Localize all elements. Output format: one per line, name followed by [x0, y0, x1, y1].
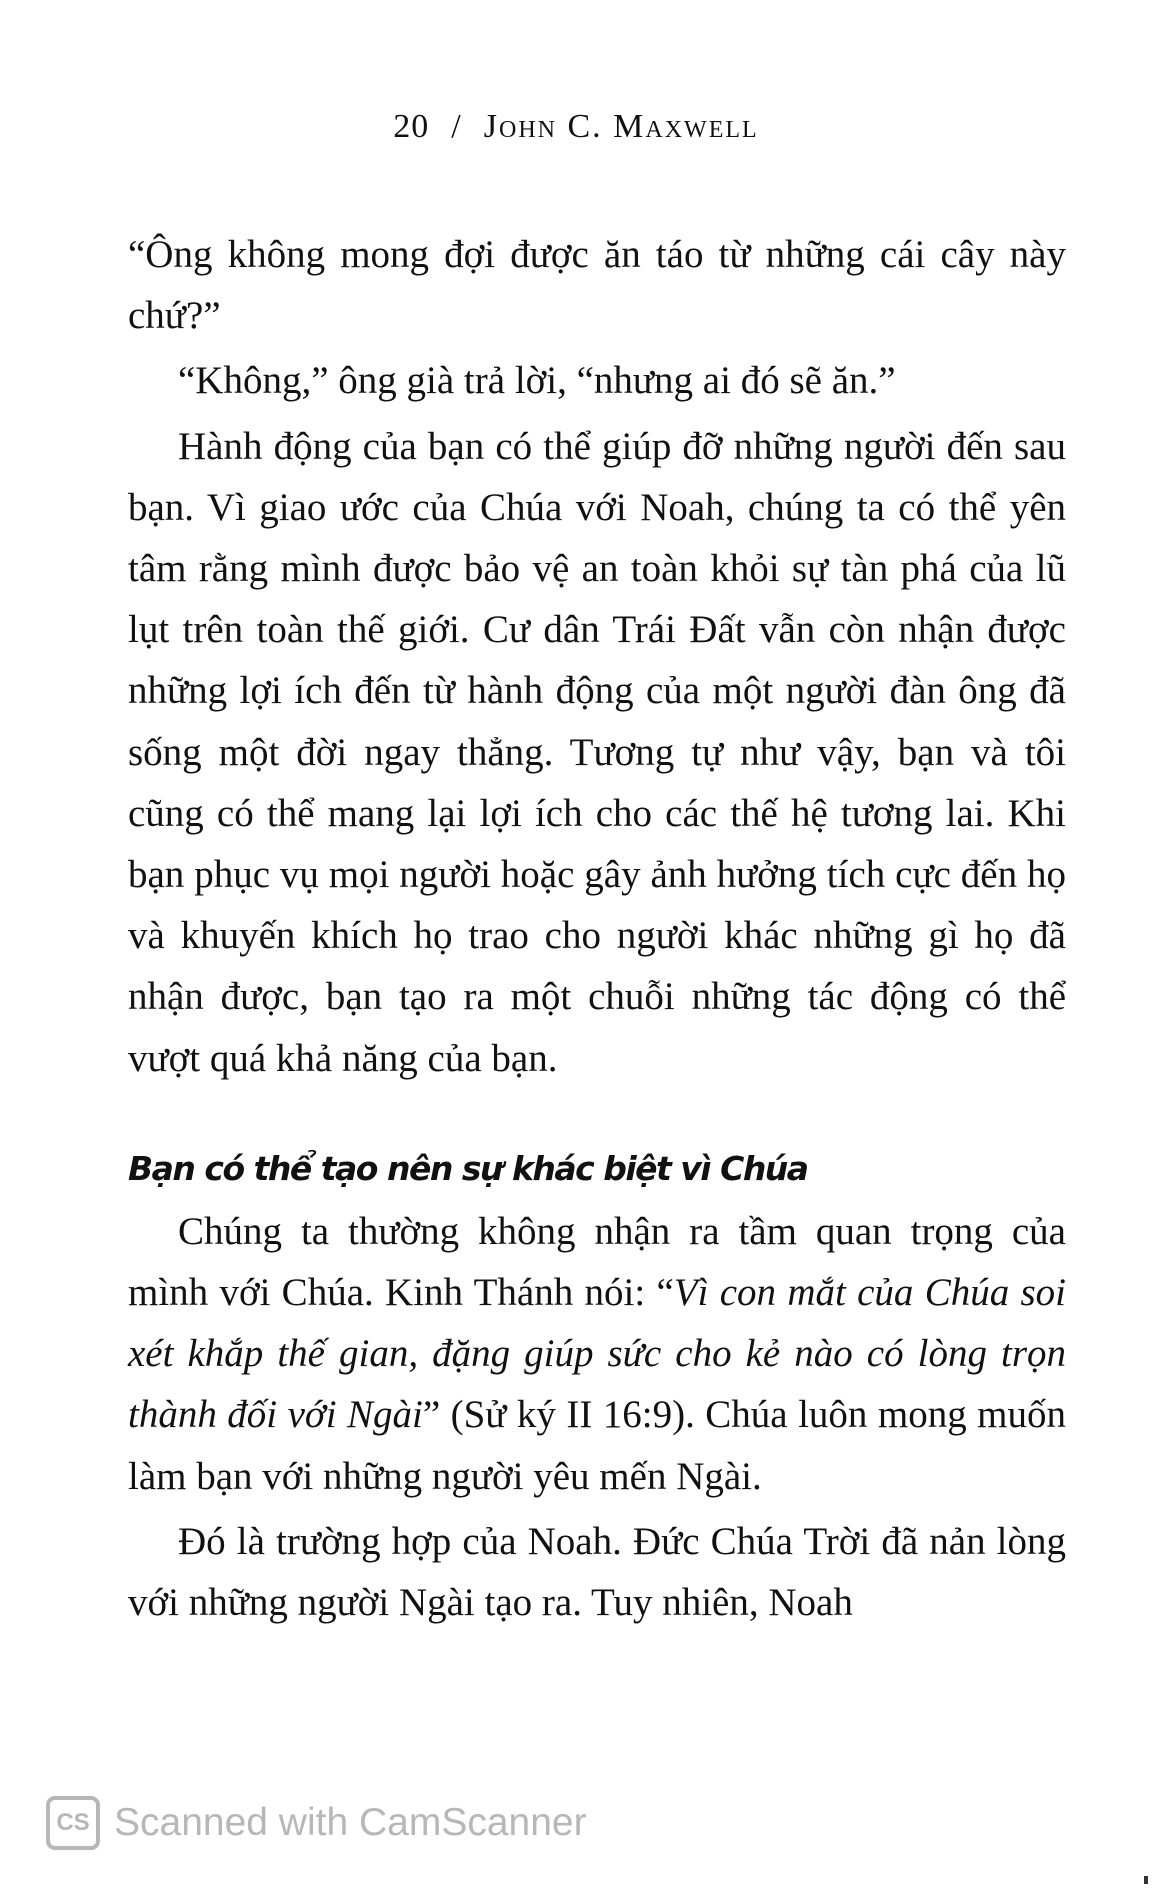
scanner-watermark [46, 1796, 587, 1850]
paragraph-2: “Không,” ông già trả lời, “nhưng ai đó sẽ ăn.” [178, 359, 896, 403]
paragraph-4-intro: Chúng ta thường không nhận ra tầm quan trọng của mình với Chúa. Kinh Thánh nói: “ [128, 1209, 1066, 1315]
camscanner-logo-icon: CS [46, 1796, 100, 1850]
header-separator: / [451, 108, 462, 145]
page-header [0, 108, 1152, 146]
paragraph-1: “Ông không mong đợi được ăn táo từ những cái cây này chứ?” [128, 233, 1066, 338]
paragraph-4 [128, 1201, 1066, 1507]
author-name: John C. Maxwell [483, 108, 759, 145]
bible-quote: Vì con mắt của Chúa soi xét khắp thế gian, đặng giúp sức cho kẻ nào có lòng trọn thành đối với Ngài [128, 1271, 1066, 1437]
body-text [128, 224, 1066, 1633]
paragraph-3: Hành động của bạn có thể giúp đỡ những người đến sau bạn. Vì giao ước của Chúa với Noah, chúng ta có thể yên tâm rằng mình được bảo vệ an toàn khỏi sự tàn phá của lũ lụt trên toàn thế giới. Cư dân Trái Đất vẫn còn nhận được những lợi ích đến từ hành động của một người đàn ông đã sống một đời ngay thẳng. Tương tự như vậy, bạn và tôi cũng có thể mang lại lợi ích cho các thế hệ tương lai. Khi bạn phục vụ mọi người hoặc gây ảnh hưởng tích cực đến họ và khuyến khích họ trao cho người khác những gì họ đã nhận được, bạn tạo ra một chuỗi những tác động có thể vượt quá khả năng của bạn. [128, 424, 1066, 1080]
page-number: 20 [393, 108, 430, 145]
paragraph-5: Đó là trường hợp của Noah. Đức Chúa Trời đã nản lòng với những người Ngài tạo ra. Tuy nhiên, Noah [128, 1519, 1066, 1625]
scan-artifact [1144, 1876, 1148, 1884]
watermark-text: Scanned with CamScanner [114, 1801, 587, 1844]
paragraph-4-rest: ” (Sử ký II 16:9). Chúa luôn mong muốn làm bạn với những người yêu mến Ngài. [128, 1393, 1066, 1498]
section-heading: Bạn có thể tạo nên sự khác biệt vì Chúa [128, 1148, 808, 1188]
